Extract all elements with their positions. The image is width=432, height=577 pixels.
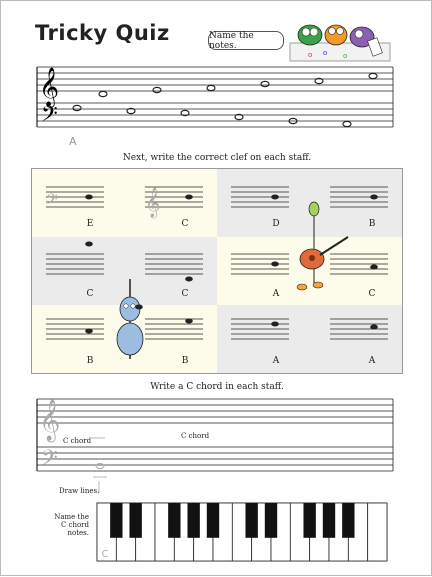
example-note-letter: A	[69, 135, 77, 148]
black-key	[129, 503, 141, 538]
clef-label-1: E	[86, 219, 94, 229]
black-key	[303, 503, 315, 538]
clef-label-4: B	[368, 219, 376, 229]
name-chord-notes-instruction-2: C chord notes.	[60, 521, 89, 537]
page-title: Tricky Quiz	[35, 21, 170, 45]
keyboard-example-letter: C	[101, 549, 109, 560]
clef-label-5: C	[86, 289, 94, 299]
clef-label-12: A	[368, 356, 376, 366]
clef-instruction: Next, write the correct clef on each staff.	[122, 153, 312, 163]
chord-treble-clef-icon: 𝄞	[39, 400, 61, 441]
speech-bubble: Name the notes.	[208, 31, 284, 50]
example-treble-clef-icon: 𝄞	[145, 188, 161, 218]
clef-label-8: C	[368, 289, 376, 299]
black-key	[168, 503, 180, 538]
clef-label-11: A	[272, 356, 280, 366]
example-chord-note	[96, 463, 104, 468]
black-key	[323, 503, 335, 538]
treble-clef-icon: 𝄞	[39, 67, 60, 107]
clef-label-3: D	[272, 219, 280, 229]
example-bass-clef-icon: 𝄢	[46, 191, 58, 212]
clef-label-7: A	[272, 289, 280, 299]
draw-lines-instruction: Draw lines.	[59, 487, 100, 495]
svg-text:o: o	[308, 51, 313, 59]
chord-bass-clef-icon: 𝄢	[41, 446, 58, 476]
black-key	[187, 503, 199, 538]
clef-label-9: B	[86, 356, 94, 366]
black-key	[265, 503, 277, 538]
black-key	[245, 503, 257, 538]
clef-label-10: B	[181, 356, 189, 366]
clef-label-2: C	[181, 219, 189, 229]
svg-text:o: o	[343, 52, 348, 60]
chord-instruction: Write a C chord in each staff.	[150, 382, 284, 392]
clef-label-6: C	[181, 289, 189, 299]
svg-text:o: o	[323, 49, 328, 57]
chord-label-treble: C chord	[181, 432, 210, 440]
bass-clef-icon: 𝄢	[41, 102, 58, 132]
chord-label-bass: C chord	[63, 437, 92, 445]
black-key	[342, 503, 354, 538]
black-key	[110, 503, 122, 538]
name-chord-notes-instruction-1: Name the	[54, 513, 89, 521]
black-key	[207, 503, 219, 538]
white-key	[368, 503, 387, 561]
